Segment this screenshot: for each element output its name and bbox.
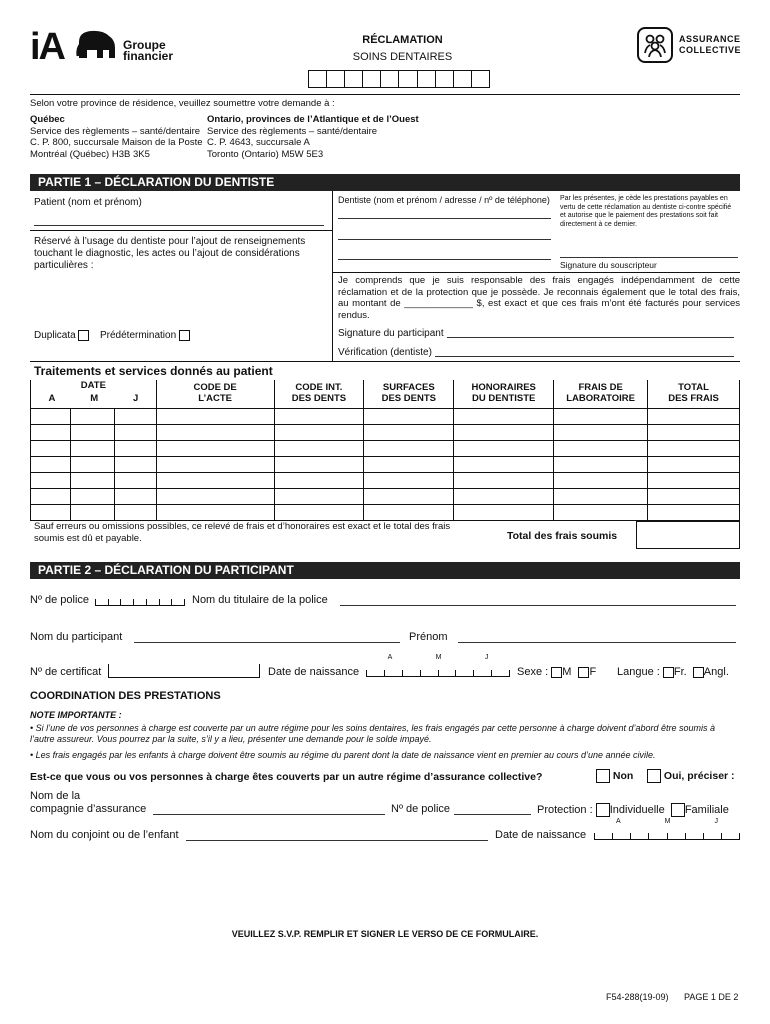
birth-date-headers	[366, 654, 510, 661]
company-label-line2: compagnie d’assurance	[30, 803, 147, 815]
predetermination-label: Prédétermination	[100, 330, 177, 342]
birth-day-header: J	[484, 654, 489, 661]
address-quebec	[30, 114, 203, 160]
quebec-line3: Montréal (Québec) H3B 3K5	[30, 148, 150, 160]
policy-no2-field[interactable]	[454, 803, 531, 815]
surfaces-header-line2: DES DENTS	[381, 393, 436, 404]
tooth-code-header-line1: CODE INT.	[295, 382, 343, 393]
patient-name-field[interactable]	[34, 214, 324, 226]
collective-line2: COLLECTIVE	[679, 45, 742, 55]
sex-m-checkbox[interactable]	[551, 667, 562, 678]
lab-fees-header-line1: FRAIS DE	[578, 382, 623, 393]
dentist-field-3[interactable]	[338, 250, 551, 260]
predetermination-option[interactable]	[100, 330, 190, 341]
individual-label: Individuelle	[609, 803, 665, 816]
coverage-yes-option[interactable]	[647, 769, 735, 783]
table-row[interactable]	[31, 456, 740, 472]
policy-no-field[interactable]	[95, 594, 185, 606]
first-name-label: Prénom	[409, 631, 448, 643]
predetermination-checkbox[interactable]	[179, 330, 190, 341]
form-title	[320, 32, 485, 66]
tooth-code-header-line2: DES DENTS	[291, 393, 347, 404]
table-row[interactable]	[31, 488, 740, 504]
language-label: Langue :	[617, 666, 660, 678]
sex-option-group	[517, 666, 596, 678]
ontario-line2: C. P. 4643, succursale A	[207, 137, 310, 148]
table-row[interactable]	[31, 440, 740, 456]
family-checkbox[interactable]	[671, 803, 685, 817]
coverage-no-label: Non	[612, 769, 634, 782]
table-row[interactable]	[31, 408, 740, 424]
participant-name-label: Nom du participant	[30, 631, 123, 643]
collective-label	[679, 34, 741, 56]
total-submitted-label: Total des frais soumis	[507, 530, 618, 542]
claim-id-boxes[interactable]	[308, 70, 490, 88]
lang-en-label: Angl.	[703, 666, 729, 678]
procedure-code-header-line2: L’ACTE	[198, 393, 232, 404]
divider	[332, 191, 333, 361]
participant-name-field[interactable]	[134, 631, 400, 643]
coverage-no-checkbox[interactable]	[596, 769, 610, 783]
birth2-month-header: M	[664, 818, 671, 825]
fees-header-line2: DU DENTISTE	[472, 393, 536, 404]
quebec-title: Québec	[30, 114, 65, 125]
birth-month-header: M	[435, 654, 442, 661]
birth2-day-header: J	[714, 818, 718, 825]
fees-header-line1: HONORAIRES	[471, 382, 536, 393]
ontario-line1: Service des règlements – santé/dentaire	[207, 125, 378, 137]
page-number: PAGE 1 DE 2	[684, 992, 739, 1002]
address-intro: Selon votre province de résidence, veuillez soumettre votre demande à :	[30, 98, 335, 109]
table-row[interactable]	[31, 424, 740, 440]
spouse-child-label: Nom du conjoint ou de l’enfant	[30, 829, 179, 841]
responsibility-text: Je comprends que je suis responsable des frais engagés indépendamment de cette réclamation et de la protection que je possède. Je reconnais également que le total des frais, au montant de _____________ $, est exact et que ces frais m’ont été facturés pour services rendus.	[338, 275, 740, 321]
individual-checkbox[interactable]	[596, 803, 610, 817]
divider	[30, 361, 740, 362]
treatments-table	[30, 380, 740, 521]
date-header	[31, 380, 157, 408]
fees-header	[454, 380, 554, 408]
form-code: F54-288(19-09)	[606, 992, 669, 1002]
procedure-code-header	[156, 380, 274, 408]
company-label	[30, 790, 146, 816]
note-1: • Si l’une de vos personnes à charge est couverte par un autre régime pour les soins dentaires, les frais engagés par cette personne à charge doivent d’abord être soumis à l’autre assureur. Vous pourrez par la suite, s’il y a lieu, présenter une demande pour le solde impayé.	[30, 723, 716, 744]
divider	[30, 230, 332, 231]
date-header-label: DATE	[80, 380, 106, 391]
birth-year-header: A	[387, 654, 393, 661]
header-divider	[30, 94, 740, 95]
language-option-group	[617, 666, 729, 678]
ontario-title: Ontario, provinces de l’Atlantique et de l’Ouest	[207, 114, 419, 125]
elephant-logo-icon	[75, 28, 119, 60]
lang-fr-label: Fr.	[673, 666, 687, 678]
logo-line2: financier	[123, 49, 174, 63]
duplicata-label: Duplicata	[34, 330, 76, 342]
first-name-field[interactable]	[458, 631, 736, 643]
coverage-no-option[interactable]	[596, 769, 633, 783]
group-people-icon	[637, 27, 673, 63]
certificate-field[interactable]	[108, 664, 260, 678]
collective-line1: ASSURANCE	[679, 34, 741, 44]
sign-reverse-instruction: VEUILLEZ S.V.P. REMPLIR ET SIGNER LE VERSO DE CE FORMULAIRE.	[231, 929, 539, 939]
sex-label: Sexe :	[517, 666, 549, 678]
policy-holder-field[interactable]	[340, 594, 736, 606]
dentist-label: Dentiste (nom et prénom / adresse / nº de téléphone)	[338, 195, 550, 205]
note-2: • Les frais engagés par les enfants à charge doivent être soumis au régime du parent dont la date de naissance vient en premier au cours d’une année civile.	[30, 750, 656, 760]
patient-label: Patient (nom et prénom)	[34, 197, 142, 208]
subscriber-signature-field[interactable]	[560, 248, 738, 258]
lang-en-checkbox[interactable]	[693, 667, 704, 678]
procedure-code-header-line1: CODE DE	[193, 382, 237, 393]
subscriber-signature-label: Signature du souscripteur	[560, 260, 657, 270]
birth-date-label: Date de naissance	[268, 666, 360, 678]
total-fees-header-line1: TOTAL	[678, 382, 709, 393]
part2-header: PARTIE 2 – DÉCLARATION DU PARTICIPANT	[30, 562, 740, 579]
participant-signature-field[interactable]	[447, 328, 734, 338]
address-ontario	[207, 114, 419, 160]
protection-group	[537, 803, 729, 817]
policy-no2-label: Nº de police	[391, 803, 451, 815]
logo-ia: iA	[30, 26, 64, 68]
company-label-line1: Nom de la	[30, 790, 81, 802]
certificate-label: Nº de certificat	[30, 666, 102, 678]
logo-line1: Groupe	[123, 38, 166, 52]
total-submitted-field[interactable]	[636, 521, 740, 549]
table-footer-text: Sauf erreurs ou omissions possibles, ce relevé de frais et d’honoraires est exact et le total des frais soumis est dû et payable.	[34, 521, 451, 544]
quebec-line2: C. P. 800, succursale Maison de la Poste	[30, 137, 203, 148]
logo-text	[123, 40, 173, 62]
participant-signature-label: Signature du participant	[338, 328, 444, 339]
title-line2: SOINS DENTAIRES	[352, 51, 453, 63]
duplicata-option[interactable]	[34, 330, 89, 341]
quebec-line1: Service des règlements – santé/dentaire	[30, 125, 201, 137]
birth-date2-label: Date de naissance	[495, 829, 587, 841]
birth-date-field[interactable]	[366, 665, 510, 677]
divider	[332, 272, 740, 273]
spouse-child-field[interactable]	[186, 829, 488, 841]
treatments-title: Traitements et services donnés au patient	[34, 364, 273, 378]
assignment-text: Par les présentes, je cède les prestations payables en vertu de cette réclamation au dentiste ci-contre spécifié et autorise que le paiement des prestations soit fait directement à ce dernier.	[560, 195, 732, 228]
coverage-yes-label: Oui, préciser :	[663, 769, 735, 782]
birth-date2-headers	[594, 818, 740, 825]
part1-header: PARTIE 1 – DÉCLARATION DU DENTISTE	[30, 174, 740, 191]
coordination-title: COORDINATION DES PRESTATIONS	[30, 690, 221, 702]
year-header: A	[48, 393, 56, 404]
reserved-text: Réservé à l’usage du dentiste pour l’ajout de renseignements touchant le diagnostic, les actes ou l’ajout de considérations particulières :	[34, 236, 306, 271]
note-title: NOTE IMPORTANTE :	[30, 710, 122, 720]
duplicata-checkbox[interactable]	[78, 330, 89, 341]
sex-m-label: M	[562, 666, 572, 678]
company-field[interactable]	[153, 803, 385, 815]
lang-fr-checkbox[interactable]	[663, 667, 674, 678]
lab-fees-header-line2: LABORATOIRE	[566, 393, 636, 404]
month-header: M	[90, 393, 99, 404]
sex-f-label: F	[589, 666, 597, 678]
surfaces-header	[364, 380, 454, 408]
other-coverage-question: Est-ce que vous ou vos personnes à charge êtes couverts par un autre régime d’assurance collective?	[30, 771, 543, 783]
table-row[interactable]	[31, 504, 740, 520]
verification-field[interactable]	[435, 347, 734, 357]
policy-holder-label: Nom du titulaire de la police	[192, 594, 328, 606]
birth2-year-header: A	[615, 818, 621, 825]
total-fees-header	[648, 380, 740, 408]
family-label: Familiale	[684, 803, 729, 816]
policy-no-label: Nº de police	[30, 594, 90, 606]
verification-label: Vérification (dentiste)	[338, 347, 432, 358]
dentist-field-1[interactable]	[338, 209, 551, 219]
sex-f-checkbox[interactable]	[578, 667, 589, 678]
lab-fees-header	[554, 380, 648, 408]
coverage-yes-checkbox[interactable]	[647, 769, 661, 783]
ontario-line3: Toronto (Ontario) M5W 5E3	[207, 148, 324, 160]
dentist-field-2[interactable]	[338, 230, 551, 240]
day-header: J	[132, 393, 139, 404]
surfaces-header-line1: SURFACES	[382, 382, 435, 393]
birth-date2-field[interactable]	[594, 828, 740, 840]
tooth-code-header	[274, 380, 364, 408]
title-line1: RÉCLAMATION	[362, 34, 443, 46]
protection-label: Protection :	[537, 803, 593, 816]
total-fees-header-line2: DES FRAIS	[668, 393, 719, 404]
table-row[interactable]	[31, 472, 740, 488]
